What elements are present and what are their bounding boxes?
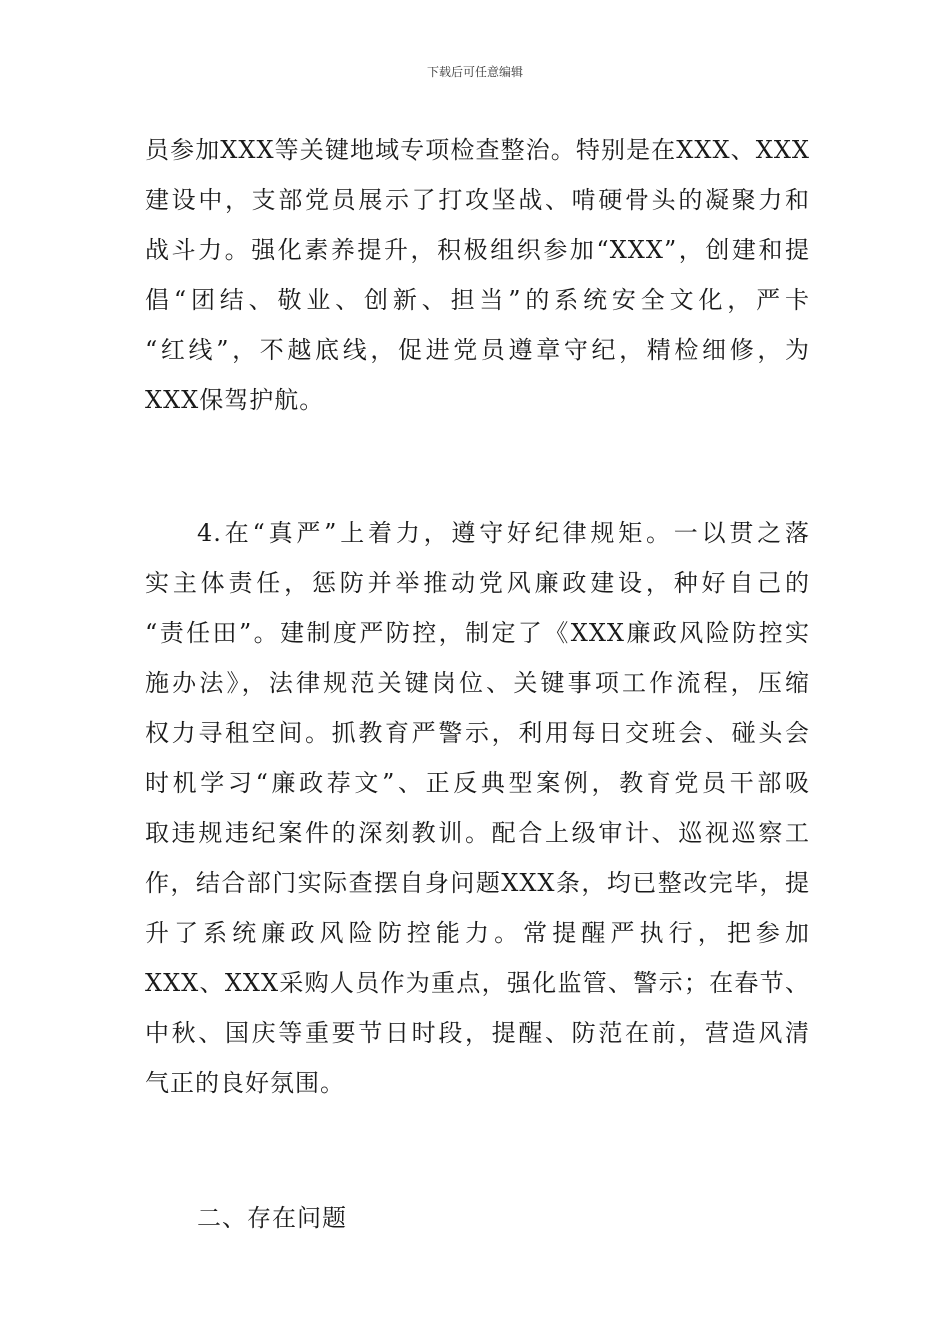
paragraph-line: XXX保驾护航。 [145, 386, 325, 414]
paragraph-line: 员参加XXX等关键地域专项检查整治。特别是在XXX、XXX [145, 136, 810, 164]
paragraph-line: 时机学习“廉政荐文”、正反典型案例，教育党员干部吸 [145, 769, 810, 797]
paragraph-line: 实主体责任，惩防并举推动党风廉政建设，种好自己的 [145, 569, 810, 597]
paragraph-line: 4.在“真严”上着力，遵守好纪律规矩。一以贯之落 [197, 519, 810, 547]
paragraph-line: 权力寻租空间。抓教育严警示，利用每日交班会、碰头会 [145, 719, 810, 747]
page-header: 下载后可任意编辑 [426, 65, 523, 79]
paragraph-line: 气正的良好氛围。 [145, 1069, 345, 1097]
paragraph-1 [145, 125, 810, 425]
paragraph-2 [145, 508, 810, 1108]
paragraph-line: 作，结合部门实际查摆自身问题XXX条，均已整改完毕，提 [145, 869, 810, 897]
paragraph-line: 施办法》，法律规范关键岗位、关键事项工作流程，压缩 [145, 669, 810, 697]
paragraph-line: “红线”，不越底线，促进党员遵章守纪，精检细修，为 [145, 336, 810, 364]
paragraph-line: XXX、XXX采购人员作为重点，强化监管、警示；在春节、 [145, 969, 810, 997]
paragraph-line: 升了系统廉政风险防控能力。常提醒严执行，把参加 [145, 919, 810, 947]
paragraph-line: 战斗力。强化素养提升，积极组织参加“XXX”，创建和提 [145, 236, 810, 264]
paragraph-line: 中秋、国庆等重要节日时段，提醒、防范在前，营造风清 [145, 1019, 810, 1047]
paragraph-line: 倡“团结、敬业、创新、担当”的系统安全文化，严卡 [145, 286, 810, 314]
paragraph-line: “责任田”。建制度严防控，制定了《XXX廉政风险防控实 [145, 619, 810, 647]
paragraph-spacer [145, 1108, 810, 1193]
document-body [145, 125, 810, 1243]
paragraph-line: 取违规违纪案件的深刻教训。配合上级审计、巡视巡察工 [145, 819, 810, 847]
section-heading: 二、存在问题 [197, 1204, 347, 1232]
paragraph-spacer [145, 425, 810, 508]
paragraph-line: 建设中，支部党员展示了打攻坚战、啃硬骨头的凝聚力和 [145, 186, 810, 214]
